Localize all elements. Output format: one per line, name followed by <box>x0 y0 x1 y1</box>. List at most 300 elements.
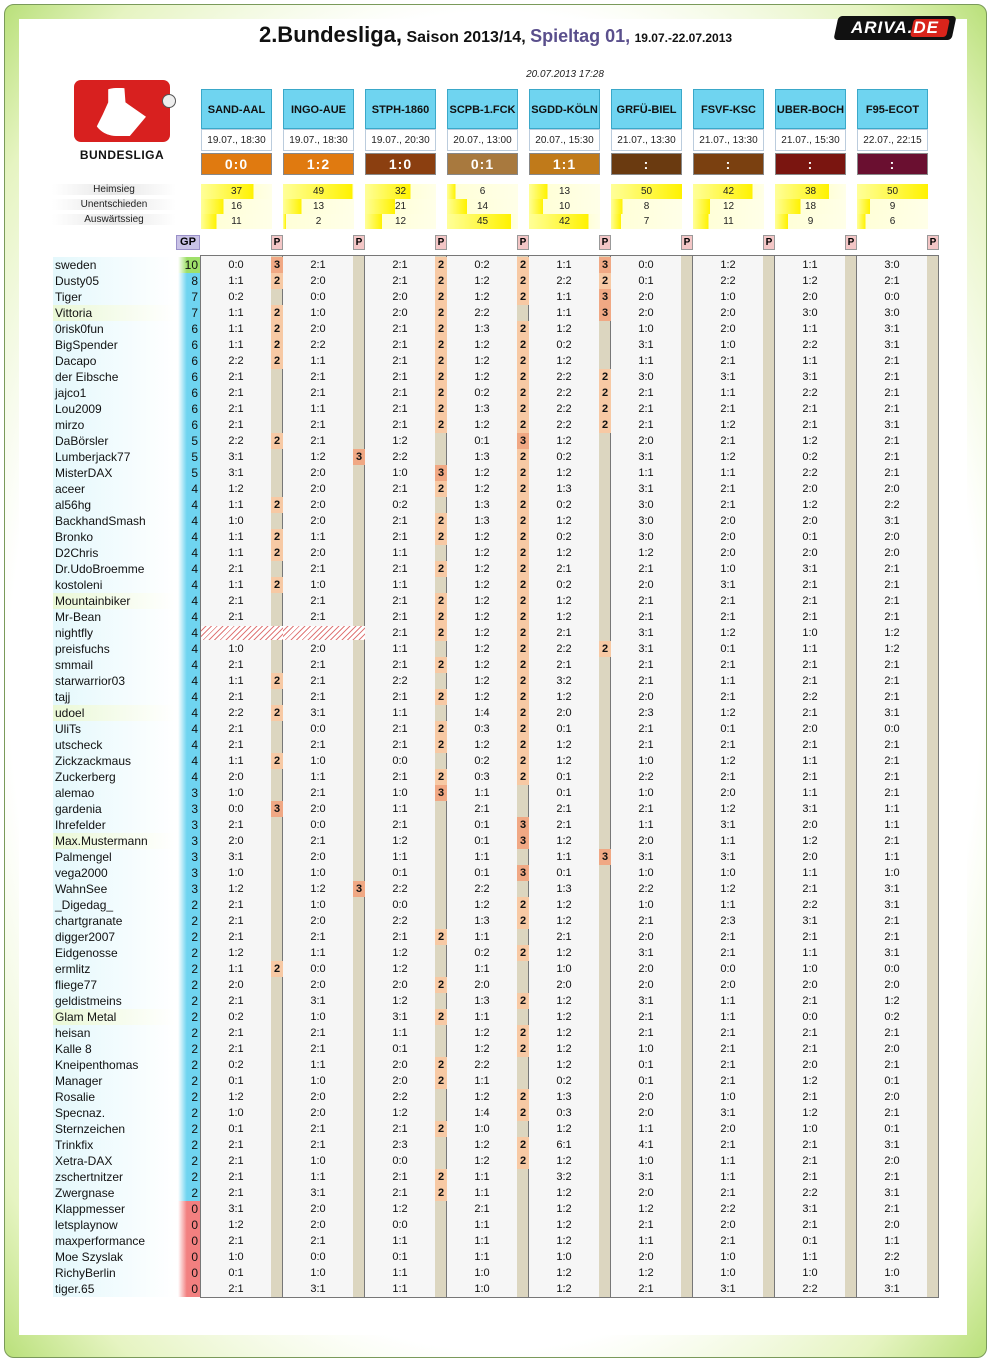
player-name[interactable]: Zwergnase <box>53 1185 175 1201</box>
tip-cell: 2:0 <box>802 291 818 303</box>
match-result: : <box>857 153 928 175</box>
points-cell: 2 <box>599 273 611 289</box>
points-cell: 3 <box>271 257 283 273</box>
tip-cell: 0:1 <box>556 867 572 879</box>
player-gp: 4 <box>178 769 200 785</box>
player-name[interactable]: heisan <box>53 1025 175 1041</box>
tip-cell: 1:0 <box>802 1123 818 1135</box>
player-name[interactable]: Lou2009 <box>53 401 175 417</box>
player-name[interactable]: preisfuchs <box>53 641 175 657</box>
points-cell: 2 <box>517 321 529 337</box>
player-name[interactable]: Zuckerberg <box>53 769 175 785</box>
points-cell: 2 <box>435 593 447 609</box>
stat-h: 13 <box>529 184 600 199</box>
points-cell: 2 <box>435 369 447 385</box>
player-name[interactable]: utscheck <box>53 737 175 753</box>
tip-cell: 1:2 <box>474 899 490 911</box>
tip-cell: 1:2 <box>474 371 490 383</box>
tip-cell: 2:1 <box>802 1027 818 1039</box>
stat-h: 50 <box>857 184 928 199</box>
tip-cell: 1:1 <box>720 1155 736 1167</box>
player-name[interactable]: Rosalie <box>53 1089 175 1105</box>
player-name[interactable]: Mr-Bean <box>53 609 175 625</box>
tip-cell: 2:1 <box>884 355 900 367</box>
stat-u: 21 <box>365 199 436 214</box>
tip-cell: 2:0 <box>720 323 736 335</box>
tip-cell: 2:1 <box>638 915 654 927</box>
player-name[interactable]: udoel <box>53 705 175 721</box>
tip-cell: 1:3 <box>556 1091 572 1103</box>
tip-cell: 0:0 <box>392 755 408 767</box>
player-name[interactable]: Xetra-DAX <box>53 1153 175 1169</box>
tip-cell: 2:3 <box>638 707 654 719</box>
player-name[interactable]: kostoleni <box>53 577 175 593</box>
tip-cell: 1:2 <box>720 627 736 639</box>
tip-cell: 2:0 <box>802 547 818 559</box>
tip-cell: 2:2 <box>802 691 818 703</box>
match-name[interactable]: UBER-BOCH <box>775 89 846 129</box>
tip-cell: 0:2 <box>474 947 490 959</box>
player-name[interactable]: Specnaz. <box>53 1105 175 1121</box>
tip-cell: 1:2 <box>474 627 490 639</box>
tip-cell: 0:0 <box>310 723 326 735</box>
player-name[interactable]: Sternzeichen <box>53 1121 175 1137</box>
player-name[interactable]: Dacapo <box>53 353 175 369</box>
tip-cell: 2:2 <box>310 339 326 351</box>
player-name[interactable]: Manager <box>53 1073 175 1089</box>
player-name[interactable]: aceer <box>53 481 175 497</box>
player-name[interactable]: zschertnitzer <box>53 1169 175 1185</box>
tip-cell: 3:1 <box>228 1203 244 1215</box>
player-name[interactable]: Glam Metal <box>53 1009 175 1025</box>
points-cell: 2 <box>435 737 447 753</box>
label-heimsieg: Heimsieg <box>52 184 176 195</box>
tip-cell: 3:1 <box>638 451 654 463</box>
tip-cell: 2:0 <box>884 531 900 543</box>
tip-cell: 2:1 <box>392 275 408 287</box>
tip-cell: 1:1 <box>310 771 326 783</box>
match-date: 21.07., 13:30 <box>693 129 764 151</box>
player-name[interactable]: letsplaynow <box>53 1217 175 1233</box>
player-name[interactable]: Tiger <box>53 289 175 305</box>
player-name[interactable]: DaBörsler <box>53 433 175 449</box>
ariva-logo[interactable] <box>833 16 956 40</box>
tip-cell: 1:1 <box>638 819 654 831</box>
tip-cell: 2:1 <box>720 691 736 703</box>
tip-cell: 1:1 <box>884 851 900 863</box>
points-header: P <box>681 235 693 250</box>
match-result: 1:0 <box>365 153 436 175</box>
table-top-line <box>200 255 939 256</box>
points-cell: 2 <box>435 769 447 785</box>
points-cell: 2 <box>517 593 529 609</box>
tip-cell: 2:0 <box>638 435 654 447</box>
tip-cell: 2:2 <box>720 1203 736 1215</box>
player-name[interactable]: Klappmesser <box>53 1201 175 1217</box>
tip-cell: 1:2 <box>228 1219 244 1231</box>
player-name[interactable]: ermlitz <box>53 961 175 977</box>
player-gp: 2 <box>178 1073 200 1089</box>
match-result: : <box>693 153 764 175</box>
tip-cell: 1:0 <box>392 467 408 479</box>
player-name[interactable]: starwarrior03 <box>53 673 175 689</box>
player-gp: 6 <box>178 401 200 417</box>
points-cell: 2 <box>435 1073 447 1089</box>
tip-cell: 1:1 <box>228 499 244 511</box>
points-cell: 3 <box>435 785 447 801</box>
tip-cell: 2:1 <box>228 819 244 831</box>
tip-cell: 0:1 <box>638 275 654 287</box>
match-name[interactable]: FSVF-KSC <box>693 89 764 129</box>
player-name[interactable]: gardenia <box>53 801 175 817</box>
player-name[interactable]: alemao <box>53 785 175 801</box>
player-name[interactable]: sweden <box>53 257 175 273</box>
player-name[interactable]: RichyBerlin <box>53 1265 175 1281</box>
tip-cell: 1:1 <box>392 707 408 719</box>
tip-cell: 2:2 <box>638 771 654 783</box>
player-name[interactable]: _Digedag_ <box>53 897 175 913</box>
tip-cell: 0:1 <box>228 1267 244 1279</box>
player-name[interactable]: smmail <box>53 657 175 673</box>
tip-cell: 2:1 <box>228 563 244 575</box>
tip-cell: 2:0 <box>310 643 326 655</box>
tip-cell: 1:2 <box>474 563 490 575</box>
player-name[interactable]: Trinkfix <box>53 1137 175 1153</box>
tip-cell: 1:1 <box>228 531 244 543</box>
points-cell: 2 <box>599 385 611 401</box>
points-cell: 2 <box>517 545 529 561</box>
player-gp: 4 <box>178 513 200 529</box>
match-date: 19.07., 18:30 <box>283 129 354 151</box>
tip-cell: 2:1 <box>556 563 572 575</box>
tip-cell: 1:2 <box>228 1091 244 1103</box>
tip-cell: 2:1 <box>802 675 818 687</box>
player-gp: 6 <box>178 369 200 385</box>
player-gp: 4 <box>178 593 200 609</box>
match-name[interactable]: SAND-AAL <box>201 89 272 129</box>
tip-cell: 2:2 <box>228 707 244 719</box>
tip-cell: 2:1 <box>638 403 654 415</box>
tip-cell: 1:1 <box>310 531 326 543</box>
tip-cell: 2:1 <box>720 611 736 623</box>
player-name[interactable]: al56hg <box>53 497 175 513</box>
tip-cell: 3:1 <box>884 515 900 527</box>
tip-cell: 2:0 <box>720 1219 736 1231</box>
tip-cell: 2:1 <box>638 611 654 623</box>
player-name[interactable]: Max.Mustermann <box>53 833 175 849</box>
tip-cell: 2:1 <box>392 355 408 367</box>
player-gp: 4 <box>178 561 200 577</box>
tip-cell: 1:1 <box>556 291 572 303</box>
tip-cell: 2:2 <box>228 355 244 367</box>
tip-cell: 2:1 <box>310 435 326 447</box>
tip-cell: 0:1 <box>392 1251 408 1263</box>
tip-cell: 1:1 <box>638 467 654 479</box>
tip-cell: 2:1 <box>228 1043 244 1055</box>
points-cell: 3 <box>599 289 611 305</box>
player-gp: 2 <box>178 1009 200 1025</box>
player-name[interactable]: BigSpender <box>53 337 175 353</box>
tip-cell: 1:0 <box>228 515 244 527</box>
tip-cell: 2:0 <box>310 467 326 479</box>
tip-cell: 1:2 <box>474 739 490 751</box>
player-name[interactable]: nightfly <box>53 625 175 641</box>
tip-cell: 2:1 <box>310 1027 326 1039</box>
tip-cell: 2:1 <box>392 563 408 575</box>
player-name[interactable]: geldistmeins <box>53 993 175 1009</box>
tip-cell: 2:1 <box>310 1139 326 1151</box>
player-name[interactable]: Kneipenthomas <box>53 1057 175 1073</box>
tip-cell: 3:1 <box>228 467 244 479</box>
player-name[interactable]: D2Chris <box>53 545 175 561</box>
tip-cell: 2:1 <box>228 1283 244 1295</box>
tip-cell: 1:2 <box>310 883 326 895</box>
stat-u: 12 <box>693 199 764 214</box>
player-name[interactable]: Eidgenosse <box>53 945 175 961</box>
tip-cell: 3:1 <box>802 371 818 383</box>
points-cell: 2 <box>435 977 447 993</box>
tip-cell: 2:1 <box>802 1043 818 1055</box>
tip-cell: 2:1 <box>884 467 900 479</box>
player-name[interactable]: der Eibsche <box>53 369 175 385</box>
tip-cell: 2:0 <box>474 979 490 991</box>
player-name[interactable]: BackhandSmash <box>53 513 175 529</box>
tip-cell: 1:1 <box>884 819 900 831</box>
player-name[interactable]: maxperformance <box>53 1233 175 1249</box>
tip-cell: 1:2 <box>310 451 326 463</box>
tip-cell: 3:1 <box>720 819 736 831</box>
tip-cell: 1:1 <box>474 1171 490 1183</box>
player-name[interactable]: Dr.UdoBroemme <box>53 561 175 577</box>
tip-cell: 2:1 <box>802 771 818 783</box>
points-cell: 2 <box>271 273 283 289</box>
tip-cell: 2:1 <box>884 1027 900 1039</box>
tip-cell: 3:1 <box>884 707 900 719</box>
player-name[interactable]: chartgranate <box>53 913 175 929</box>
tip-cell: 1:2 <box>474 467 490 479</box>
tip-cell: 2:1 <box>720 435 736 447</box>
player-gp: 2 <box>178 1121 200 1137</box>
tip-cell: 2:1 <box>802 579 818 591</box>
points-cell: 2 <box>271 497 283 513</box>
tip-cell: 1:2 <box>556 1283 572 1295</box>
tip-cell: 2:0 <box>310 483 326 495</box>
points-cell: 2 <box>517 257 529 273</box>
tip-cell: 2:1 <box>228 995 244 1007</box>
tip-cell: 2:1 <box>392 691 408 703</box>
tip-cell: 1:2 <box>556 1059 572 1071</box>
player-name[interactable]: Mountainbiker <box>53 593 175 609</box>
tip-cell: 4:1 <box>638 1139 654 1151</box>
player-silhouette-icon <box>92 88 146 136</box>
player-name[interactable]: tiger.65 <box>53 1281 175 1297</box>
points-cell: 2 <box>517 673 529 689</box>
player-name[interactable]: tajj <box>53 689 175 705</box>
tip-cell: 2:1 <box>310 563 326 575</box>
points-cell: 2 <box>517 1041 529 1057</box>
tip-cell: 0:1 <box>556 771 572 783</box>
player-name[interactable]: WahnSee <box>53 881 175 897</box>
tip-cell: 0:1 <box>884 1123 900 1135</box>
tip-cell: 1:0 <box>720 339 736 351</box>
points-cell: 2 <box>271 577 283 593</box>
player-name[interactable]: Bronko <box>53 529 175 545</box>
tip-cell: 1:1 <box>802 355 818 367</box>
player-gp: 2 <box>178 1041 200 1057</box>
tip-cell: 2:0 <box>392 1059 408 1071</box>
points-cell: 3 <box>271 801 283 817</box>
player-name[interactable]: Dusty05 <box>53 273 175 289</box>
tip-cell: 1:2 <box>556 1219 572 1231</box>
tip-cell: 1:4 <box>474 1107 490 1119</box>
ariva-logo-text: ARIVA.DE <box>851 18 939 37</box>
player-name[interactable]: mirzo <box>53 417 175 433</box>
date-range: 19.07.-22.07.2013 <box>634 31 733 45</box>
player-name[interactable]: Palmengel <box>53 849 175 865</box>
player-name[interactable]: UliTs <box>53 721 175 737</box>
tip-cell: 1:1 <box>474 1251 490 1263</box>
tip-cell: 1:2 <box>474 291 490 303</box>
player-name[interactable]: 0risk0fun <box>53 321 175 337</box>
tip-cell: 1:1 <box>310 947 326 959</box>
column-divider <box>200 255 201 1297</box>
points-cell: 3 <box>599 305 611 321</box>
tip-cell: 1:2 <box>720 707 736 719</box>
match-name[interactable]: INGO-AUE <box>283 89 354 129</box>
tip-cell: 2:1 <box>556 819 572 831</box>
tip-cell: 2:1 <box>802 707 818 719</box>
match-date: 19.07., 18:30 <box>201 129 272 151</box>
tip-cell: 0:0 <box>638 259 654 271</box>
tip-cell: 1:2 <box>474 483 490 495</box>
points-cell: 2 <box>517 369 529 385</box>
tip-cell: 2:1 <box>392 1123 408 1135</box>
player-name[interactable]: fliege77 <box>53 977 175 993</box>
tip-cell: 2:1 <box>392 531 408 543</box>
tip-cell: 2:1 <box>884 387 900 399</box>
tip-cell: 2:1 <box>884 675 900 687</box>
player-gp: 2 <box>178 961 200 977</box>
match-name[interactable]: GRFÜ-BIEL <box>611 89 682 129</box>
tip-cell: 2:1 <box>884 755 900 767</box>
points-cell: 2 <box>517 945 529 961</box>
match-name[interactable]: STPH-1860 <box>365 89 436 129</box>
tip-cell: 1:0 <box>310 755 326 767</box>
stat-a: 2 <box>283 214 354 229</box>
match-name[interactable]: SGDD-KÖLN <box>529 89 600 129</box>
tip-cell: 2:0 <box>638 1107 654 1119</box>
player-name[interactable]: jajco1 <box>53 385 175 401</box>
tip-cell: 1:1 <box>802 259 818 271</box>
player-gp: 4 <box>178 753 200 769</box>
tip-cell: 2:0 <box>228 979 244 991</box>
tip-cell: 1:1 <box>720 835 736 847</box>
tip-cell: 1:2 <box>474 339 490 351</box>
tip-cell: 0:1 <box>228 1075 244 1087</box>
stat-h: 50 <box>611 184 682 199</box>
tip-cell: 2:2 <box>392 883 408 895</box>
player-name[interactable]: Zickzackmaus <box>53 753 175 769</box>
tip-cell: 3:1 <box>392 1011 408 1023</box>
tip-cell: 1:0 <box>310 1155 326 1167</box>
match-name[interactable]: SCPB-1.FCK <box>447 89 518 129</box>
tip-cell: 1:1 <box>310 403 326 415</box>
player-name[interactable]: MisterDAX <box>53 465 175 481</box>
tip-cell: 1:0 <box>556 963 572 975</box>
match-name[interactable]: F95-ECOT <box>857 89 928 129</box>
tip-cell: 1:1 <box>474 963 490 975</box>
tip-cell: 2:1 <box>556 627 572 639</box>
tip-cell: 3:1 <box>638 627 654 639</box>
stat-a: 45 <box>447 214 518 229</box>
tip-cell: 0:2 <box>556 339 572 351</box>
tip-cell: 0:3 <box>474 723 490 735</box>
tip-cell: 2:1 <box>310 611 326 623</box>
player-name[interactable]: Vittoria <box>53 305 175 321</box>
player-name[interactable]: Ihrefelder <box>53 817 175 833</box>
player-gp: 2 <box>178 993 200 1009</box>
tip-cell: 2:1 <box>720 1027 736 1039</box>
player-name[interactable]: Kalle 8 <box>53 1041 175 1057</box>
tip-cell: 1:0 <box>638 867 654 879</box>
tip-cell: 2:1 <box>884 739 900 751</box>
tip-cell: 1:2 <box>556 1155 572 1167</box>
points-cell: 2 <box>517 689 529 705</box>
tip-cell: 3:1 <box>802 1203 818 1215</box>
bundesliga-logo-text: BUNDESLIGA <box>79 148 165 162</box>
points-cell: 2 <box>435 529 447 545</box>
tip-cell: 1:0 <box>720 1251 736 1263</box>
tip-cell: 1:2 <box>720 451 736 463</box>
tip-cell: 2:1 <box>556 659 572 671</box>
player-name[interactable]: Moe Szyslak <box>53 1249 175 1265</box>
tip-cell: 2:0 <box>392 979 408 991</box>
points-cell: 2 <box>271 529 283 545</box>
points-cell: 2 <box>517 353 529 369</box>
tip-cell: 2:0 <box>884 547 900 559</box>
player-gp: 0 <box>178 1249 200 1265</box>
player-gp: 2 <box>178 1153 200 1169</box>
tip-cell: 2:1 <box>802 1139 818 1151</box>
tip-cell: 2:1 <box>556 803 572 815</box>
tip-cell: 0:3 <box>474 771 490 783</box>
stat-u: 16 <box>201 199 272 214</box>
player-name[interactable]: Lumberjack77 <box>53 449 175 465</box>
tip-cell: 1:0 <box>720 1267 736 1279</box>
tip-cell: 2:1 <box>802 1091 818 1103</box>
tip-cell: 1:0 <box>228 643 244 655</box>
tip-cell: 1:3 <box>474 403 490 415</box>
tip-cell: 1:0 <box>228 1107 244 1119</box>
tip-cell: 3:1 <box>884 883 900 895</box>
stat-a: 7 <box>611 214 682 229</box>
points-cell: 2 <box>517 1105 529 1121</box>
player-gp: 4 <box>178 657 200 673</box>
tip-cell: 2:3 <box>720 915 736 927</box>
tip-cell: 2:0 <box>720 1123 736 1135</box>
tip-cell: 2:0 <box>310 515 326 527</box>
tip-cell: 2:1 <box>310 595 326 607</box>
player-name[interactable]: digger2007 <box>53 929 175 945</box>
points-cell: 2 <box>435 721 447 737</box>
player-gp: 7 <box>178 305 200 321</box>
tip-cell: 2:1 <box>638 739 654 751</box>
player-name[interactable]: vega2000 <box>53 865 175 881</box>
tip-cell: 2:1 <box>638 1027 654 1039</box>
player-gp: 0 <box>178 1265 200 1281</box>
tip-cell: 2:2 <box>392 675 408 687</box>
tip-cell: 1:2 <box>556 1043 572 1055</box>
